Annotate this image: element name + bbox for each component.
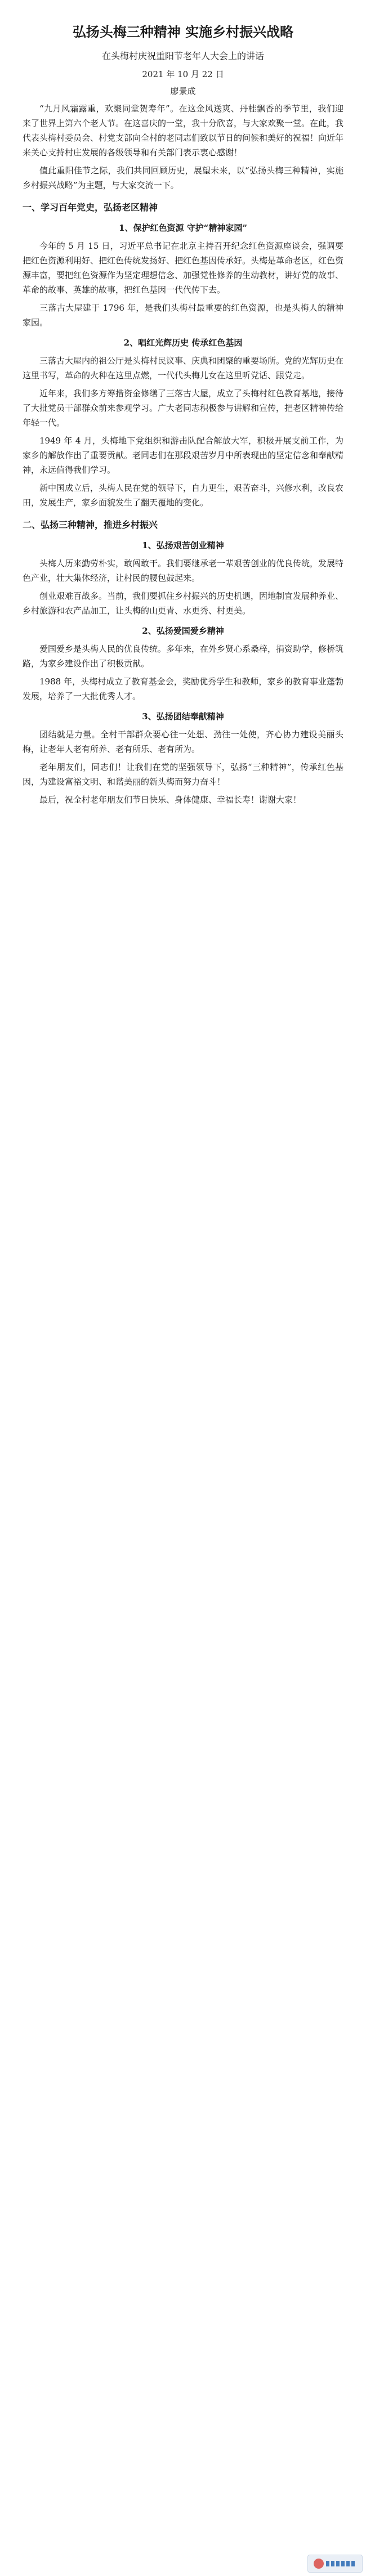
body-paragraph: 1949 年 4 月，头梅地下党组织和游击队配合解放大军，积极开展支前工作，为家乡的解放作出了重要贡献。老同志们在那段艰苦岁月中所表现出的坚定信念和奉献精神，永远值得我们学习。 — [23, 436, 344, 475]
body-paragraph: 创业艰难百战多。当前，我们要抓住乡村振兴的历史机遇，因地制宜发展种养业、乡村旅游和农产品加工，让头梅的山更青、水更秀、村更美。 — [23, 591, 344, 616]
watermark-logo-icon — [314, 2559, 324, 2569]
subsection-heading: 1、弘扬艰苦创业精神 — [142, 540, 224, 550]
closing-paragraph: 老年朋友们，同志们！让我们在党的坚强领导下，弘扬“三种精神”，传承红色基因，为建设富裕文明、和谐美丽的新头梅而努力奋斗！ — [23, 762, 343, 787]
subsection-heading: 2、弘扬爱国爱乡精神 — [142, 626, 224, 636]
subsection-heading: 3、弘扬团结奉献精神 — [142, 711, 224, 722]
closing-paragraph: 最后，祝全村老年朋友们节日快乐、身体健康、幸福长寿！谢谢大家！ — [39, 795, 302, 805]
document-body — [23, 101, 343, 807]
body-paragraph: 三落古大屋建于 1796 年，是我们头梅村最重要的红色资源，也是头梅人的精神家园。 — [23, 303, 343, 328]
document-author: 廖景成 — [170, 86, 196, 96]
body-paragraph: 三落古大屋内的祖公厅是头梅村民议事、庆典和团聚的重要场所。党的光辉历史在这里书写，革命的火种在这里点燃，一代代头梅儿女在这里听党话、跟党走。 — [23, 356, 344, 380]
document-date: 2021 年 10 月 22 日 — [142, 69, 224, 79]
body-paragraph: 近年来，我们多方筹措资金修缮了三落古大屋，成立了头梅村红色教育基地，接待了大批党员干部群众前来参观学习。广大老同志积极参与讲解和宣传，把老区精神传给年轻一代。 — [23, 388, 344, 428]
site-watermark — [307, 2555, 363, 2573]
intro-paragraph: 值此重阳佳节之际，我们共同回顾历史，展望未来，以“弘扬头梅三种精神，实施乡村振兴战略”为主题，与大家交流一下。 — [23, 165, 343, 190]
body-paragraph: 团结就是力量。全村干部群众要心往一处想、劲往一处使，齐心协力建设美丽头梅，让老年人老有所养、老有所乐、老有所为。 — [23, 729, 343, 754]
body-paragraph: 1988 年，头梅村成立了教育基金会，奖励优秀学生和教师，家乡的教育事业蓬勃发展，培养了一大批优秀人才。 — [23, 677, 343, 701]
intro-paragraph: “九月风霜露重，欢聚同堂贺寿年”。在这金风送爽、丹桂飘香的季节里，我们迎来了世界上第六个老人节。在这喜庆的一堂，我十分欣喜，与大家欢聚一堂。在此，我代表头梅村委员会、村党支部向全村的老同志们致以节日的问候和美好的祝福！向近年来关心支持村庄发展的各级领导和有关部门表示衷心感谢！ — [23, 104, 344, 158]
watermark-text-graphic — [326, 2561, 356, 2566]
body-paragraph: 今年的 5 月 15 日，习近平总书记在北京主持召开纪念红色资源座谈会，强调要把红色资源利用好、把红色传统发扬好、把红色基因传承好。头梅是革命老区，红色资源丰富，要把红色资源作为坚定理想信念、加强党性修养的生动教材，讲好党的故事、革命的故事、英雄的故事，把红色基因一代代传下去。 — [23, 241, 344, 295]
body-paragraph: 新中国成立后，头梅人民在党的领导下，自力更生，艰苦奋斗，兴修水利，改良农田，发展生产，家乡面貌发生了翻天覆地的变化。 — [23, 483, 344, 508]
subsection-heading: 2、唱红光辉历史 传承红色基因 — [123, 338, 243, 348]
section-heading: 一、学习百年党史，弘扬老区精神 — [23, 202, 158, 213]
body-paragraph: 爱国爱乡是头梅人民的优良传统。多年来，在外乡贤心系桑梓，捐资助学，修桥筑路，为家乡建设作出了积极贡献。 — [23, 644, 344, 669]
subsection-heading: 1、保护红色资源 守护“精神家园” — [119, 223, 247, 233]
section-heading: 二、弘扬三种精神，推进乡村振兴 — [23, 519, 158, 530]
document-subtitle: 在头梅村庆祝重阳节老年人大会上的讲话 — [101, 51, 264, 61]
document-title: 弘扬头梅三种精神 实施乡村振兴战略 — [72, 24, 294, 40]
body-paragraph: 头梅人历来勤劳朴实，敢闯敢干。我们要继承老一辈艰苦创业的优良传统，发展特色产业，壮大集体经济，让村民的腰包鼓起来。 — [23, 558, 344, 583]
